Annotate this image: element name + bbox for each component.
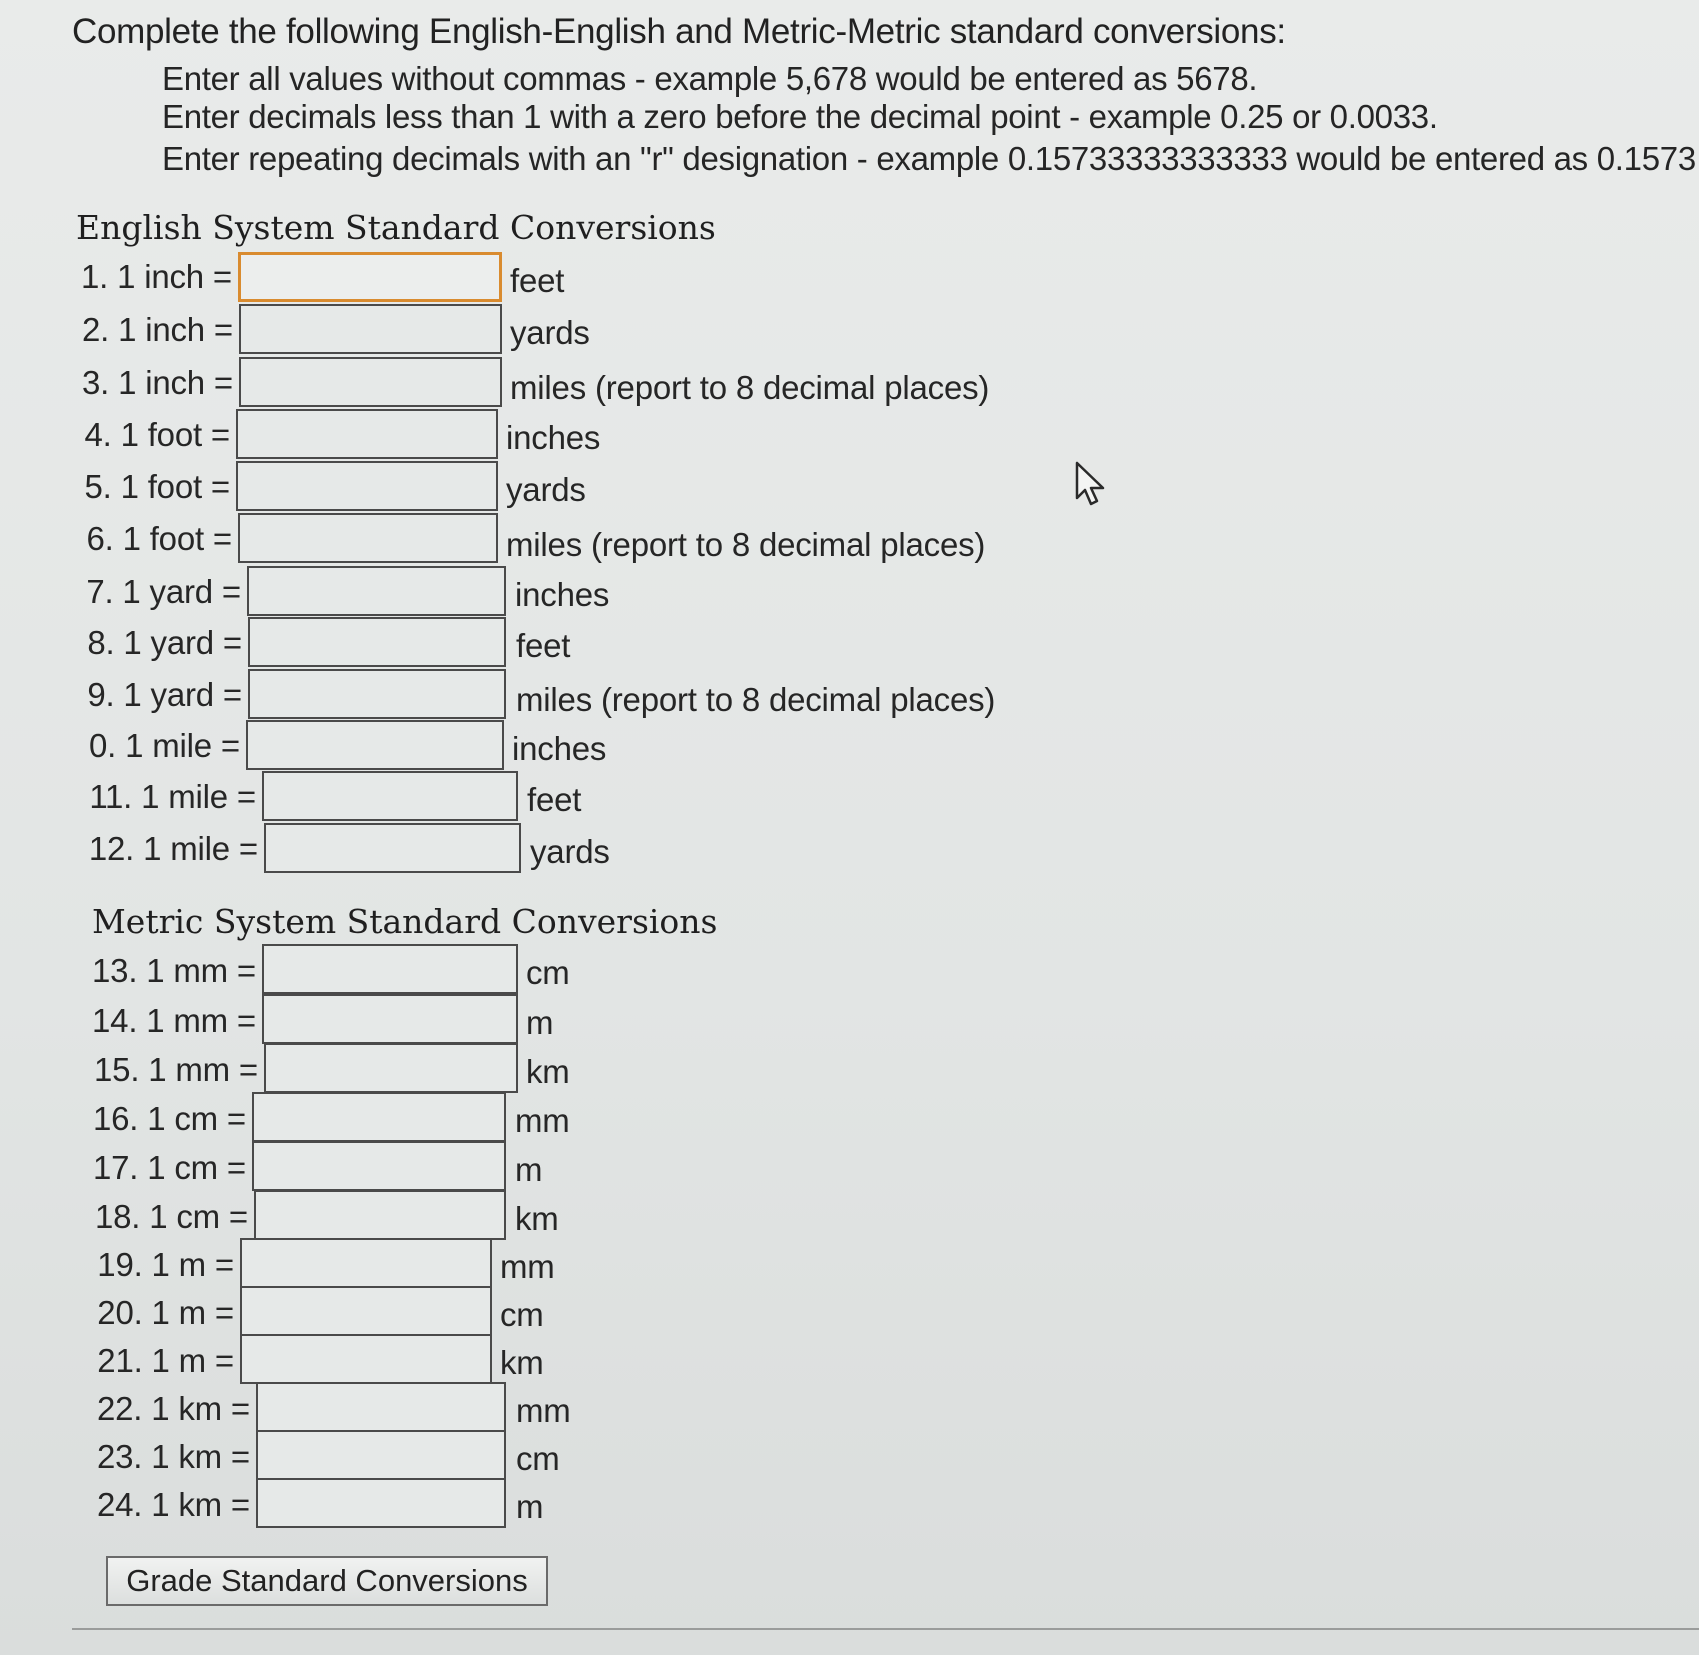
question-prompt: 5. 1 foot = xyxy=(84,468,230,505)
unit-label: cm xyxy=(500,1296,544,1333)
metric-section-title: Metric System Standard Conversions xyxy=(92,902,718,941)
english-question-2 xyxy=(0,303,233,353)
unit-label: miles (report to 8 decimal places) xyxy=(506,526,986,563)
answer-input-5[interactable] xyxy=(236,461,498,511)
answer-input-20[interactable] xyxy=(240,1286,492,1336)
metric-question-15 xyxy=(0,1043,258,1093)
unit-label: km xyxy=(515,1200,559,1237)
answer-input-23[interactable] xyxy=(256,1430,506,1480)
unit-label: mm xyxy=(515,1102,570,1139)
question-prompt: 24. 1 km = xyxy=(97,1486,250,1523)
answer-input-19[interactable] xyxy=(240,1238,492,1288)
unit-label: feet xyxy=(510,262,565,299)
unit-label: yards xyxy=(530,833,610,870)
question-prompt: 19. 1 m = xyxy=(97,1246,234,1283)
question-prompt: 21. 1 m = xyxy=(97,1342,234,1379)
unit-label: yards xyxy=(506,471,586,508)
unit-label: miles (report to 8 decimal places) xyxy=(510,369,990,406)
bottom-divider xyxy=(72,1628,1699,1630)
answer-input-1[interactable] xyxy=(238,252,502,302)
metric-question-22 xyxy=(0,1382,250,1432)
unit-label: inches xyxy=(515,576,610,613)
english-question-12 xyxy=(0,822,258,872)
unit-label: miles (report to 8 decimal places) xyxy=(516,681,996,718)
english-question-11 xyxy=(0,770,256,820)
metric-question-21 xyxy=(0,1334,234,1384)
instruction-repeating: Enter repeating decimals with an "r" designation - example 0.15733333333333 would be entered as 0.1573 xyxy=(162,140,1696,177)
unit-label: mm xyxy=(516,1392,571,1429)
english-question-8 xyxy=(0,616,242,666)
english-question-7 xyxy=(0,565,241,615)
answer-input-8[interactable] xyxy=(248,617,506,667)
english-question-3 xyxy=(0,356,233,406)
question-prompt: 3. 1 inch = xyxy=(82,364,233,401)
answer-input-21[interactable] xyxy=(240,1334,492,1384)
metric-question-20 xyxy=(0,1286,234,1336)
question-prompt: 11. 1 mile = xyxy=(89,778,256,815)
answer-input-9[interactable] xyxy=(248,669,506,719)
unit-label: cm xyxy=(526,954,570,991)
unit-label: km xyxy=(526,1053,570,1090)
grade-conversions-button[interactable]: Grade Standard Conversions xyxy=(106,1556,548,1606)
metric-question-18 xyxy=(0,1190,248,1240)
english-section-title: English System Standard Conversions xyxy=(76,208,716,247)
answer-input-24[interactable] xyxy=(256,1478,506,1528)
question-prompt: 23. 1 km = xyxy=(97,1438,250,1475)
answer-input-7[interactable] xyxy=(247,566,506,616)
question-prompt: 9. 1 yard = xyxy=(87,676,242,713)
question-prompt: 17. 1 cm = xyxy=(93,1149,246,1186)
unit-label: cm xyxy=(516,1440,560,1477)
question-prompt: 18. 1 cm = xyxy=(95,1198,248,1235)
question-prompt: 22. 1 km = xyxy=(97,1390,250,1427)
question-prompt: 0. 1 mile = xyxy=(89,727,240,764)
instructions-heading: Complete the following English-English and Metric-Metric standard conversions: xyxy=(72,12,1286,51)
unit-label: m xyxy=(526,1004,554,1041)
unit-label: feet xyxy=(516,627,571,664)
metric-question-19 xyxy=(0,1238,234,1288)
instruction-commas: Enter all values without commas - example 5,678 would be entered as 5678. xyxy=(162,60,1258,97)
answer-input-11[interactable] xyxy=(262,771,518,821)
english-question-10 xyxy=(0,719,240,769)
english-question-6 xyxy=(0,512,232,562)
question-prompt: 20. 1 m = xyxy=(97,1294,234,1331)
english-question-1 xyxy=(0,250,232,300)
metric-question-14 xyxy=(0,994,256,1044)
question-prompt: 15. 1 mm = xyxy=(94,1051,258,1088)
unit-label: inches xyxy=(506,419,601,456)
metric-question-17 xyxy=(0,1141,246,1191)
answer-input-12[interactable] xyxy=(264,823,521,873)
answer-input-17[interactable] xyxy=(252,1141,506,1191)
question-prompt: 4. 1 foot = xyxy=(84,416,230,453)
unit-label: inches xyxy=(512,730,607,767)
question-prompt: 8. 1 yard = xyxy=(87,624,242,661)
answer-input-2[interactable] xyxy=(239,304,502,354)
metric-question-24 xyxy=(0,1478,250,1528)
question-prompt: 14. 1 mm = xyxy=(92,1002,256,1039)
answer-input-15[interactable] xyxy=(264,1043,518,1093)
question-prompt: 2. 1 inch = xyxy=(82,311,233,348)
answer-input-4[interactable] xyxy=(236,409,498,459)
english-question-5 xyxy=(0,460,230,510)
metric-question-16 xyxy=(0,1092,246,1142)
unit-label: km xyxy=(500,1344,544,1381)
answer-input-22[interactable] xyxy=(256,1382,506,1432)
answer-input-10[interactable] xyxy=(246,720,504,770)
question-prompt: 13. 1 mm = xyxy=(92,952,256,989)
question-prompt: 16. 1 cm = xyxy=(93,1100,246,1137)
question-prompt: 12. 1 mile = xyxy=(88,830,258,867)
answer-input-18[interactable] xyxy=(254,1190,506,1240)
question-prompt: 1. 1 inch = xyxy=(81,258,232,295)
question-prompt: 6. 1 foot = xyxy=(86,520,232,557)
unit-label: m xyxy=(515,1151,543,1188)
answer-input-16[interactable] xyxy=(252,1092,506,1142)
unit-label: feet xyxy=(527,781,582,818)
answer-input-13[interactable] xyxy=(262,944,518,994)
metric-question-13 xyxy=(0,944,256,994)
unit-label: mm xyxy=(500,1248,555,1285)
instruction-decimals: Enter decimals less than 1 with a zero before the decimal point - example 0.25 or 0.0033. xyxy=(162,98,1438,135)
unit-label: yards xyxy=(510,314,590,351)
english-question-4 xyxy=(0,408,230,458)
unit-label: m xyxy=(516,1488,544,1525)
answer-input-6[interactable] xyxy=(238,513,498,563)
mouse-pointer-icon xyxy=(1074,460,1108,508)
answer-input-14[interactable] xyxy=(262,994,518,1044)
metric-question-23 xyxy=(0,1430,250,1480)
answer-input-3[interactable] xyxy=(239,357,502,407)
question-prompt: 7. 1 yard = xyxy=(86,573,241,610)
english-question-9 xyxy=(0,668,242,718)
